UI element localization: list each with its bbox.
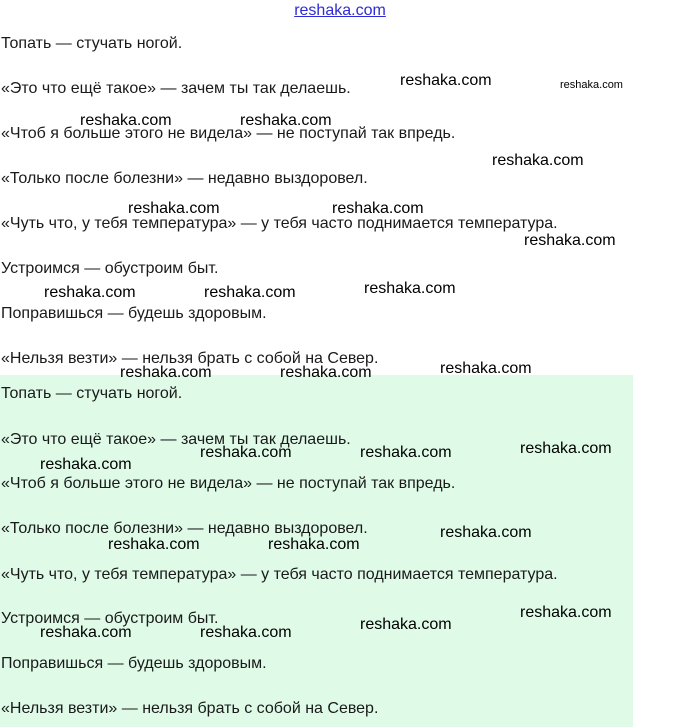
watermark-text: reshaka.com	[40, 456, 132, 473]
text-line: «Это что ещё такое» — зачем ты так делаешь.	[1, 80, 351, 97]
watermark-text: reshaka.com	[44, 284, 136, 301]
watermark-text: reshaka.com	[560, 79, 623, 91]
site-header-link[interactable]: reshaka.com	[294, 2, 386, 19]
text-line: Топать — стучать ногой.	[1, 385, 183, 402]
text-line: «Чуть что, у тебя температура» — у тебя часто поднимается температура.	[1, 566, 558, 583]
watermark-text: reshaka.com	[524, 232, 616, 249]
watermark-text: reshaka.com	[440, 524, 532, 541]
watermark-text: reshaka.com	[520, 604, 612, 621]
watermark-text: reshaka.com	[492, 152, 584, 169]
text-line: Поправишься — будешь здоровым.	[1, 655, 267, 672]
text-line: Поправишься — будешь здоровым.	[1, 305, 267, 322]
watermark-text: reshaka.com	[80, 112, 172, 129]
watermark-text: reshaka.com	[40, 624, 132, 641]
watermark-text: reshaka.com	[268, 536, 360, 553]
watermark-text: reshaka.com	[400, 72, 492, 89]
watermark-text: reshaka.com	[360, 444, 452, 461]
text-line: «Только после болезни» — недавно выздоровел.	[1, 520, 368, 537]
watermark-text: reshaka.com	[128, 200, 220, 217]
watermark-text: reshaka.com	[364, 280, 456, 297]
text-line: Устроимся — обустроим быт.	[1, 610, 219, 627]
text-line: «Это что ещё такое» — зачем ты так делаешь.	[1, 431, 351, 448]
text-line: «Только после болезни» — недавно выздоровел.	[1, 170, 368, 187]
watermark-text: reshaka.com	[520, 440, 612, 457]
text-line: «Чтоб я больше этого не видела» — не поступай так впредь.	[1, 475, 456, 492]
text-line: «Нельзя везти» — нельзя брать с собой на Север.	[1, 700, 379, 717]
watermark-text: reshaka.com	[360, 616, 452, 633]
watermark-text: reshaka.com	[440, 360, 532, 377]
watermark-text: reshaka.com	[280, 364, 372, 381]
watermark-text: reshaka.com	[200, 444, 292, 461]
watermark-text: reshaka.com	[332, 200, 424, 217]
text-line: «Чуть что, у тебя температура» — у тебя часто поднимается температура.	[1, 215, 558, 232]
text-line: «Чтоб я больше этого не видела» — не поступай так впредь.	[1, 125, 456, 142]
watermark-text: reshaka.com	[240, 112, 332, 129]
watermark-text: reshaka.com	[120, 364, 212, 381]
watermark-text: reshaka.com	[204, 284, 296, 301]
text-line: Топать — стучать ногой.	[1, 35, 183, 52]
watermark-text: reshaka.com	[108, 536, 200, 553]
watermark-text: reshaka.com	[200, 624, 292, 641]
text-line: Устроимся — обустроим быт.	[1, 260, 219, 277]
text-line: «Нельзя везти» — нельзя брать с собой на Север.	[1, 350, 379, 367]
